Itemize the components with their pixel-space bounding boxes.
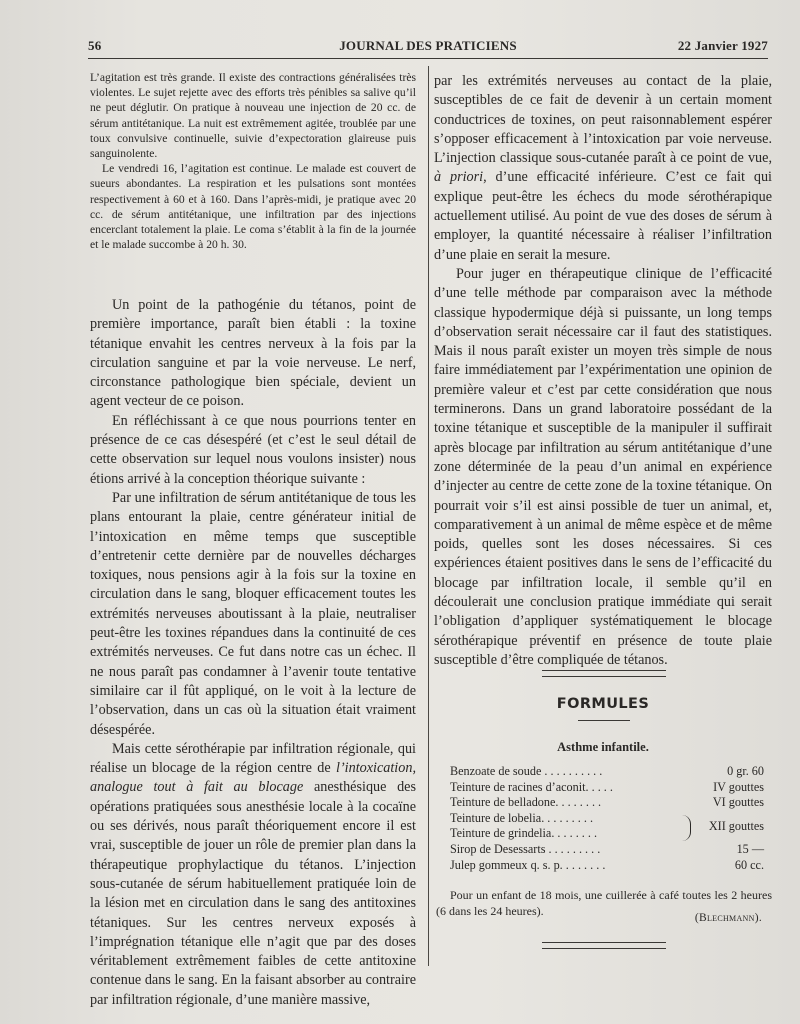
body-paragraph: Pour juger en thérapeutique clinique de l’efficacité d’une telle méthode par comparaison avec la méthode classique hypodermique déjà si puissante, un long temps d’observation serait nécessaire car il faut des statistiques. Mais il nous paraît exister un moyen très simple de nous faire immédiatement par l’expérimentation une opinion de première valeur et c’est par cette considération que nous terminerons. Dans un grand laboratoire possédant de la toxine tétanique et susceptible de la manipuler il suffirait après blocage par infiltration au sérum antitétanique d’une zone déterminée de la peau d’un animal en expérience d’injecter au centre de cette zone de la toxine tétanique. On pourrait voir s’il est ainsi possible de tuer un animal, et, comparativement à un animal de même espèce et de même poids, quelles sont les doses nécessaires. Si ces expériences étaient positives dans le sens de l’efficacité du blocage par infiltration locale, il semble qu’il en découlerait une conclusion pratique immédiate qui serait l’obligation d’appliquer systématiquement le blocage sérothérapique préventif en présence de toute plaie susceptible d’être compliquée de tétanos. [434, 265, 772, 668]
ingredient-dose: IV gouttes [713, 779, 764, 794]
italic-run: à priori [434, 169, 484, 186]
grouped-dose: XII gouttes [708, 819, 764, 833]
recipe-title: Asthme infantile. [557, 740, 649, 754]
discussion-block-right [434, 72, 772, 670]
formules-title: FORMULES [556, 696, 650, 712]
ingredient-name: Teinture de lobelia. . . . . . . . . [450, 810, 593, 825]
section-double-rule [542, 942, 666, 949]
ingredient-name: Teinture de belladone. . . . . . . . [450, 795, 602, 810]
page-number: 56 [88, 38, 102, 53]
italic-run: l’intoxication, analogue tout à fait au blocage [90, 760, 416, 796]
body-paragraph [434, 72, 772, 265]
body-paragraph: Par une infiltration de sérum antitétanique de tous les plans entourant la plaie, centre générateur initial de l’intoxication en même temps que susceptible d’entretenir cette dernière par de nouvelles décharges toxiques, nous pensions agir à la fois sur la toxine en circulation dans le sang, bloquer efficacement toutes les extrémités nerveuses aboutissant à la plaie, neutraliser peut-être les toxines répandues dans la continuité de ces extrémités nerveuses. Ce fut dans notre cas un échec. Il ne nous paraît pas condamner à l’avenir toute tentative similaire car il fût appliqué, on le voit à la lecture de l’observation, dans un cas où la situation était vraiment désespérée. [90, 489, 416, 738]
body-paragraph: Un point de la pathogénie du tétanos, point de première importance, paraît bien établi : la toxine tétanique envahit les centres nerveux à la fois par la circulation sanguine et par la voie nerveuse. Le nerf, circonstance pathologique bien spéciale, devient un agent vecteur de ce poison. [90, 297, 416, 410]
ingredient-dose: 60 cc. [734, 857, 764, 872]
issue-date: 22 Janvier 1927 [677, 38, 768, 53]
title-underline [578, 720, 630, 721]
ingredient-name: Benzoate de soude . . . . . . . . . . [450, 764, 603, 778]
text-run: , d’une efficacité inférieure. C’est ce fait qui explique peut-être les échecs du mode sérothérapique actuellement utilisé. Au point de vue des doses de sérum à employer, la quantité nécessaire à réaliser l’infiltration d’une plaie en serait la mesure. [434, 169, 772, 263]
journal-title: JOURNAL DES PRATICIENS [339, 38, 517, 53]
ingredient-dose: VI gouttes [712, 795, 764, 810]
ingredient-name: Sirop de Desessarts . . . . . . . . . [450, 841, 601, 856]
posology-note: Pour un enfant de 18 mois, une cuillerée à café toutes les 2 heures (6 dans les 24 heures). [436, 888, 772, 918]
header-rule [88, 58, 768, 59]
text-run: Mais cette sérothérapie par infiltration régionale, qui réalise un blocage de la région centre de [90, 740, 416, 777]
text-run: anesthésique des opérations pratiquées sous anesthésie locale à la cocaïne ou ses dérivés, nous paraît théoriquement encore il est vrai, susceptible de jouer un rôle de premier plan dans la thérapeutique prophylactique du tétanos. L’injection sous-cutanée de sérum habituellement pratiquée loin de la lésion met en circulation dans le sang des antitoxines tétaniques. Sur les centres nerveux exposés à l’imprégnation tétanique elle n’agit que par des doses véritablement extrêmement faibles de cette antitoxine contenue dans le sang. En la faisant absorber au contraire par infiltration régionale, d’une manière massive, [90, 779, 416, 1008]
body-paragraph [90, 740, 416, 1010]
body-paragraph: En réfléchissant à ce que nous pourrions tenter en présence de ce cas désespéré (et c’est le seul détail de cette observation sur lequel nous voulons insister) nous étions arrivé à la conception théorique suivante : [90, 412, 416, 487]
running-header [88, 38, 768, 58]
case-paragraph: L’agitation est très grande. Il existe des contractions généralisées très violentes. Le sujet rejette avec des efforts très pénibles sa salive qu’il ne peut déglutir. On pratique à nouveau une injection de 20 cc. de sérum antitétanique. La nuit est extrêmement agitée, troublée par une toux convulsive continuelle, suivie d’expectoration glaireuse puis sanguinolente. [90, 71, 416, 161]
discussion-block-left [90, 296, 416, 1010]
ingredient-row [450, 764, 764, 780]
ingredient-row [450, 842, 764, 858]
ingredient-row [450, 795, 764, 811]
section-double-rule [542, 670, 666, 677]
ingredient-dose: 0 gr. 60 [727, 764, 764, 778]
ingredient-dose: 15 — [736, 841, 764, 856]
author-signature: (Blechmann). [694, 912, 762, 924]
case-paragraph: Le vendredi 16, l’agitation est continue. Le malade est couvert de sueurs abondantes. La respiration et les pulsations sont montées respectivement à 60 et à 160. Dans l’après-midi, je pratique avec 20 cc. de sérum antitétanique, une infiltration par des injections encerclant totalement la plaie. Le coma s’établit à la fin de la journée et le malade succombe à 20 h. 30. [90, 162, 416, 252]
ingredient-name: Teinture de grindelia. . . . . . . . [450, 826, 598, 841]
ingredient-row [450, 780, 764, 796]
text-run: par les extrémités nerveuses au contact de la plaie, susceptibles de ce fait de devenir à un certain moment conductrices de toxines, on peut raisonnablement espérer s’opposer efficacement à l’intoxication par voie nerveuse. L’injection classique sous-cutanée paraît à ce point de vue, [434, 73, 772, 167]
ingredient-row [450, 858, 764, 874]
ingredient-name: Julep gommeux q. s. p. . . . . . . . [450, 857, 606, 872]
column-divider [428, 66, 429, 966]
case-report-block [90, 70, 416, 252]
ingredient-name: Teinture de racines d’aconit. . . . . [450, 779, 613, 794]
recipe-table [450, 764, 764, 873]
